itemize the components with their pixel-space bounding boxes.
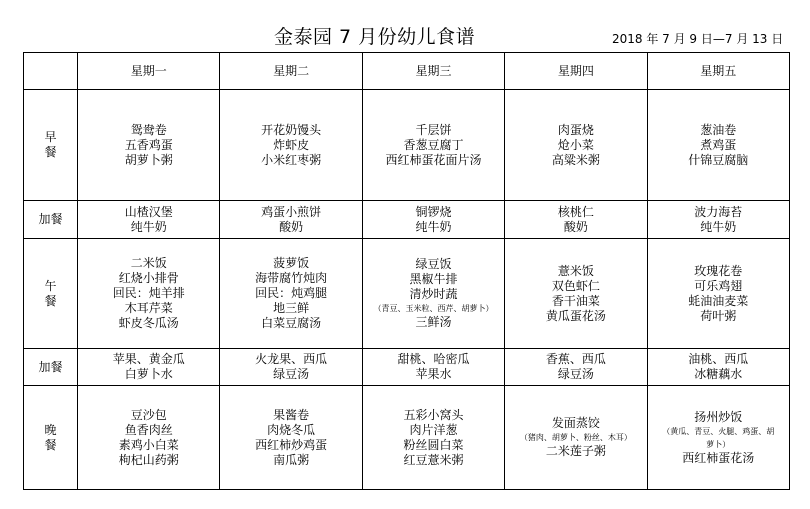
dish-item: 双色虾仁 (551, 278, 600, 293)
menu-cell (362, 239, 504, 349)
dish-item: 开花奶馒头 (261, 122, 322, 137)
menu-cell (220, 386, 362, 490)
dish-item: 胡萝卜粥 (124, 152, 173, 167)
dish-item: 绿豆饭 (415, 257, 452, 271)
meal-label-text: 早 (44, 130, 57, 144)
dish-item: 绿豆汤 (557, 367, 594, 381)
menu-cell (505, 349, 647, 386)
menu-cell (362, 201, 504, 239)
dish-item: 清炒时蔬 (409, 287, 458, 301)
dish-item: 肉蛋烧 (557, 122, 594, 137)
meal-label-text: 餐 (44, 145, 57, 159)
dish-item: 扬州炒饭 (694, 409, 743, 424)
dish-note: （猪肉、胡萝卜、粉丝、木耳） (519, 433, 632, 442)
dish-item: 黄瓜蛋花汤 (545, 308, 606, 323)
meal-label-text: 午 (44, 278, 57, 293)
dish-item: 西红柿炒鸡蛋 (255, 437, 328, 452)
menu-cell (220, 349, 362, 386)
dish-item: 可乐鸡翅 (694, 278, 743, 293)
dish-item: 西红柿蛋花面片汤 (385, 152, 482, 167)
dish-note: （青豆、玉米粒、西芹、胡萝卜） (373, 304, 494, 313)
dish-item: 什锦豆腐脑 (688, 152, 749, 167)
dish-note: 萝卜） (706, 439, 731, 449)
dish-item: 香葱豆腐丁 (403, 137, 464, 152)
day-header: 星期二 (220, 53, 362, 90)
dish-item: 绿豆汤 (273, 367, 310, 381)
meal-label-text: 晚 (44, 422, 57, 437)
dish-item: 冰糖藕水 (694, 367, 743, 381)
dish-item: 纯牛奶 (700, 219, 737, 234)
dish-item: 煮鸡蛋 (700, 137, 737, 152)
dish-item: 炝小菜 (557, 137, 594, 152)
dish-item: 地三鲜 (273, 301, 310, 315)
dish-item: 枸杞山药粥 (118, 452, 179, 467)
dish-item: 薏米饭 (557, 263, 594, 278)
dish-item: 回民：炖鸡腿 (255, 286, 328, 300)
dish-item: 豆沙包 (130, 407, 167, 422)
dish-item: 南瓜粥 (273, 452, 310, 467)
dish-item: 三鲜汤 (415, 315, 452, 329)
dish-item: 回民：炖羊排 (112, 286, 185, 300)
day-header: 星期三 (362, 53, 504, 90)
meal-label-text: 餐 (44, 437, 57, 452)
dish-item: 蚝油油麦菜 (688, 293, 749, 308)
dish-item: 海带腐竹炖肉 (255, 271, 328, 285)
dish-item: 苹果、黄金瓜 (112, 352, 185, 366)
dish-item: 木耳芹菜 (124, 301, 173, 315)
menu-cell (220, 90, 362, 201)
dish-item: 酸奶 (563, 219, 588, 234)
menu-cell (78, 201, 220, 239)
dish-item: 炸虾皮 (273, 137, 310, 152)
dish-item: 西红柿蛋花汤 (682, 450, 755, 465)
dish-note: （黄瓜、青豆、火腿、鸡蛋、胡 (662, 426, 775, 436)
dish-item: 香蕉、西瓜 (545, 352, 606, 366)
menu-cell (647, 239, 789, 349)
dish-item: 红豆薏米粥 (403, 452, 464, 467)
dish-item: 肉片洋葱 (409, 422, 458, 437)
meal-label (24, 90, 78, 201)
menu-cell (362, 90, 504, 201)
dish-item: 玫瑰花卷 (694, 263, 743, 278)
dish-item: 素鸡小白菜 (118, 437, 179, 452)
dish-item: 发面蒸饺 (551, 416, 600, 430)
menu-cell (505, 90, 647, 201)
dish-item: 荷叶粥 (700, 308, 737, 323)
menu-cell (505, 386, 647, 490)
menu-cell (505, 239, 647, 349)
menu-cell (505, 201, 647, 239)
menu-cell (78, 90, 220, 201)
dish-item: 二米莲子粥 (545, 444, 606, 458)
dish-item: 火龙果、西瓜 (255, 352, 328, 366)
dish-item: 五彩小窝头 (403, 407, 464, 422)
dish-item: 千层饼 (415, 122, 452, 137)
meal-row (24, 386, 790, 490)
dish-item: 虾皮冬瓜汤 (118, 316, 179, 330)
dish-item: 山楂汉堡 (124, 204, 173, 219)
day-header: 星期一 (78, 53, 220, 90)
dish-item: 二米饭 (130, 256, 167, 270)
header-row (24, 53, 790, 90)
dish-item: 苹果水 (415, 367, 452, 381)
dish-item: 粉丝圆白菜 (403, 437, 464, 452)
dish-item: 鱼香肉丝 (124, 422, 173, 437)
menu-cell (220, 201, 362, 239)
menu-cell (647, 201, 789, 239)
dish-item: 纯牛奶 (415, 219, 452, 234)
dish-item: 肉烧冬瓜 (267, 422, 316, 437)
dish-item: 铜锣烧 (415, 204, 452, 219)
meal-row (24, 349, 790, 386)
meal-label-text: 餐 (44, 293, 57, 308)
meal-label-text: 加餐 (38, 359, 63, 374)
dish-item: 鸡蛋小煎饼 (261, 204, 322, 219)
meal-label (24, 239, 78, 349)
dish-item: 甜桃、哈密瓜 (397, 352, 470, 366)
meal-row (24, 239, 790, 349)
menu-cell (78, 386, 220, 490)
menu-cell (647, 386, 789, 490)
menu-cell (362, 349, 504, 386)
menu-cell (78, 349, 220, 386)
dish-item: 鸳鸯卷 (130, 122, 167, 137)
meal-row (24, 201, 790, 239)
dish-item: 核桃仁 (557, 204, 594, 219)
dish-item: 波力海苔 (694, 204, 743, 219)
dish-item: 果酱卷 (273, 407, 310, 422)
dish-item: 油桃、西瓜 (688, 352, 749, 366)
meal-label-text: 加餐 (38, 212, 63, 226)
meal-label (24, 201, 78, 239)
dish-item: 香干油菜 (551, 293, 600, 308)
page-title: 金泰园 7 月份幼儿食谱 (274, 26, 476, 48)
dish-item: 菠萝饭 (273, 256, 310, 270)
menu-table (23, 52, 790, 490)
menu-cell (647, 349, 789, 386)
dish-item: 高粱米粥 (551, 152, 600, 167)
menu-cell (362, 386, 504, 490)
meal-row (24, 90, 790, 201)
menu-cell (78, 239, 220, 349)
dish-item: 纯牛奶 (130, 219, 167, 234)
menu-cell (647, 90, 789, 201)
menu-cell (220, 239, 362, 349)
meal-label (24, 349, 78, 386)
day-header: 星期四 (505, 53, 647, 90)
dish-item: 白菜豆腐汤 (261, 316, 322, 330)
day-header: 星期五 (647, 53, 789, 90)
date-range: 2018 年 7 月 9 日—7 月 13 日 (612, 32, 784, 46)
meal-label (24, 386, 78, 490)
dish-item: 五香鸡蛋 (124, 137, 173, 152)
dish-item: 葱油卷 (700, 122, 737, 137)
dish-item: 酸奶 (279, 219, 304, 234)
dish-item: 小米红枣粥 (261, 152, 322, 167)
dish-item: 黑椒牛排 (409, 272, 458, 286)
dish-item: 白萝卜水 (124, 367, 173, 381)
dish-item: 红烧小排骨 (118, 271, 179, 285)
header-corner (24, 53, 78, 90)
